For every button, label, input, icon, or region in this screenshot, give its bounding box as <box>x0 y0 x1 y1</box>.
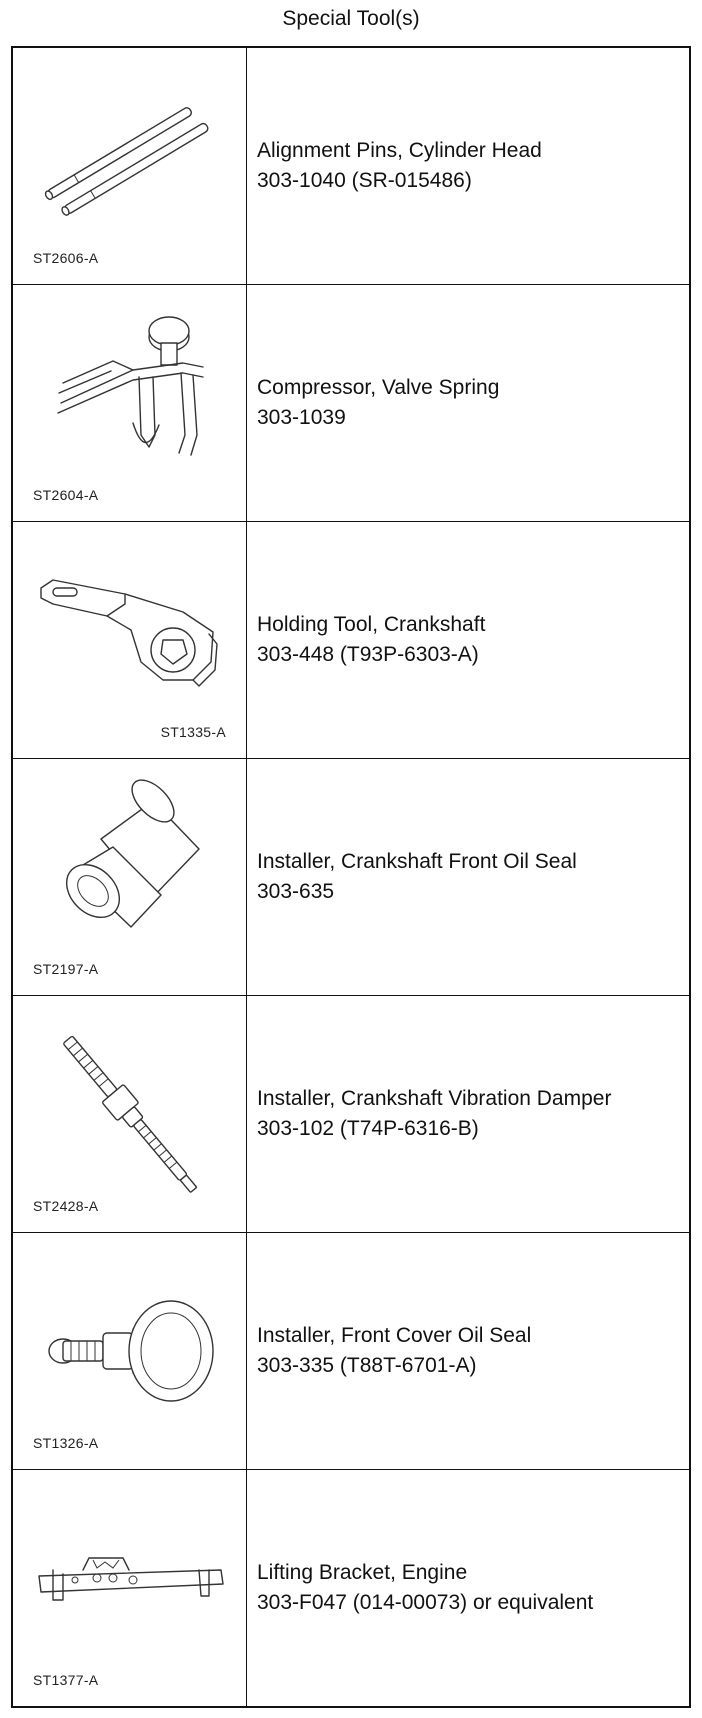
crankshaft-holding-tool-illustration <box>13 522 247 758</box>
tool-description <box>247 522 689 758</box>
art-code-label: ST2428-A <box>33 1198 99 1214</box>
oil-seal-installer-illustration <box>13 759 247 995</box>
tool-name: Installer, Front Cover Oil Seal <box>257 1324 532 1347</box>
tool-image-cell <box>13 1470 247 1706</box>
tool-row <box>13 285 689 522</box>
tool-description <box>247 1233 689 1469</box>
tool-part-number: 303-448 (T93P-6303-A) <box>257 643 479 666</box>
tool-name: Holding Tool, Crankshaft <box>257 613 486 636</box>
tool-row <box>13 1233 689 1470</box>
tool-name: Lifting Bracket, Engine <box>257 1561 468 1584</box>
tool-part-number: 303-635 <box>257 880 335 903</box>
tool-row <box>13 759 689 996</box>
tool-description <box>247 759 689 995</box>
tool-part-number: 303-1039 <box>257 406 346 429</box>
tool-row <box>13 1470 689 1706</box>
tool-description <box>247 285 689 521</box>
tool-part-number: 303-1040 (SR-015486) <box>257 169 472 192</box>
tool-row <box>13 996 689 1233</box>
tool-description <box>247 48 689 284</box>
art-code-label: ST1326-A <box>33 1435 99 1451</box>
tool-part-number: 303-F047 (014-00073) or equivalent <box>257 1591 594 1614</box>
tool-row <box>13 522 689 759</box>
art-code-label: ST1335-A <box>160 724 226 740</box>
front-cover-seal-installer-illustration <box>13 1233 247 1469</box>
tool-image-cell <box>13 522 247 758</box>
special-tools-table <box>11 46 691 1708</box>
tool-image-cell <box>13 1233 247 1469</box>
tool-image-cell <box>13 996 247 1232</box>
tool-description <box>247 1470 689 1706</box>
tool-image-cell <box>13 48 247 284</box>
tool-part-number: 303-102 (T74P-6316-B) <box>257 1117 479 1140</box>
tool-description <box>247 996 689 1232</box>
art-code-label: ST2606-A <box>33 250 99 266</box>
tool-part-number: 303-335 (T88T-6701-A) <box>257 1354 477 1377</box>
tool-name: Compressor, Valve Spring <box>257 376 500 399</box>
tool-image-cell <box>13 285 247 521</box>
tool-row <box>13 48 689 285</box>
tool-name: Installer, Crankshaft Front Oil Seal <box>257 850 577 873</box>
alignment-pins-illustration <box>13 48 247 284</box>
valve-spring-compressor-illustration <box>13 285 247 521</box>
page-title: Special Tool(s) <box>282 7 420 30</box>
tool-name: Installer, Crankshaft Vibration Damper <box>257 1087 612 1110</box>
tool-name: Alignment Pins, Cylinder Head <box>257 139 542 162</box>
art-code-label: ST2197-A <box>33 961 99 977</box>
engine-lifting-bracket-illustration <box>13 1470 247 1706</box>
art-code-label: ST1377-A <box>33 1672 99 1688</box>
vibration-damper-installer-illustration <box>13 996 247 1232</box>
tool-image-cell <box>13 759 247 995</box>
art-code-label: ST2604-A <box>33 487 99 503</box>
